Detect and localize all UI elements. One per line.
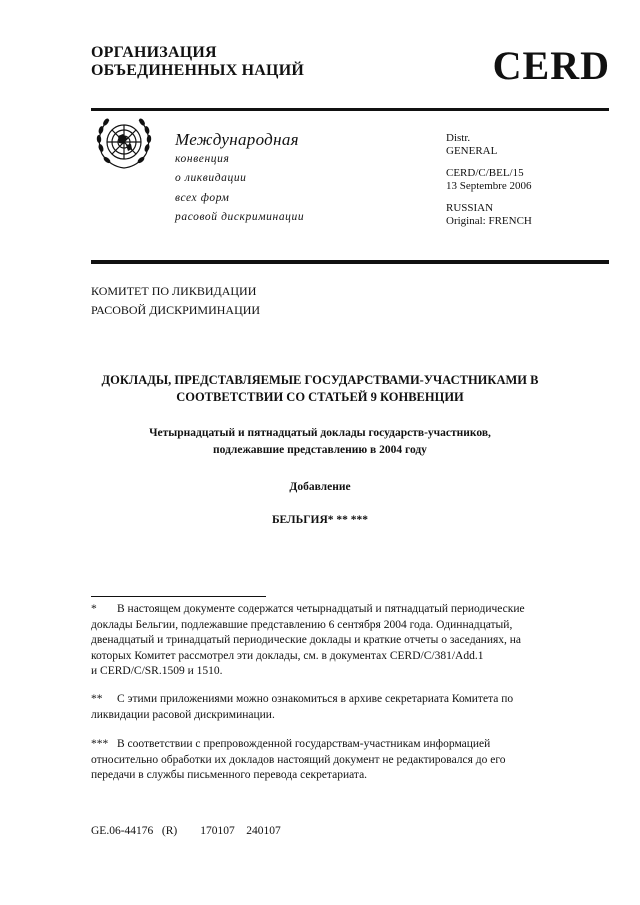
distribution-block: [446, 132, 532, 227]
subheading-line-2: подлежавшие представлению в 2004 году: [213, 444, 427, 456]
footnote-3: [91, 737, 591, 784]
document-language: RUSSIAN: [446, 202, 494, 214]
distr-general: GENERAL: [446, 144, 498, 157]
organization-name: [91, 44, 304, 80]
footnote-line: В настоящем документе содержатся четырнадцатый и пятнадцатый периодические: [117, 603, 525, 615]
footnote-line: В соответствии с препровожденной государствам-участникам информацией: [117, 738, 491, 750]
convention-title: [175, 130, 304, 228]
heading-line-2: СООТВЕТСТВИИ СО СТАТЬЕЙ 9 КОНВЕНЦИИ: [176, 390, 464, 404]
document-heading: [60, 372, 580, 406]
footnote-line: которых Комитет рассмотрел эти доклады, см. в документах CERD/C/381/Add.1: [91, 649, 484, 662]
committee-line-2: РАСОВОЙ ДИСКРИМИНАЦИИ: [91, 303, 261, 317]
footnote-line: двенадцатый и тринадцатый периодические доклады и краткие отчеты о заседаниях, на: [91, 634, 522, 646]
country-name: БЕЛЬГИЯ* ** ***: [271, 514, 369, 526]
footnote-line: ликвидации расовой дискриминации.: [91, 708, 275, 721]
footnote-line: относительно обработки их докладов настоящий документ не редактировался до его: [91, 753, 506, 766]
convention-line-2: конвенция: [175, 152, 230, 165]
committee-name: [91, 282, 260, 320]
footnote-line: доклады Бельгии, подлежавшие представлению 6 сентября 2004 года. Одиннадцатый,: [91, 618, 513, 631]
document-symbol-large: CERD: [492, 43, 610, 88]
committee-line-1: КОМИТЕТ ПО ЛИКВИДАЦИИ: [91, 284, 257, 298]
footnote-mark: ***: [91, 738, 109, 750]
document-date: 13 Septembre 2006: [446, 179, 532, 192]
subheading-line-1: Четырнадцатый и пятнадцатый доклады государств-участников,: [149, 427, 491, 439]
convention-line-3: о ликвидации: [175, 172, 247, 184]
convention-line-5: расовой дискриминации: [175, 211, 305, 223]
middle-rule: [91, 260, 609, 264]
document-symbol: CERD/C/BEL/15: [446, 167, 524, 179]
org-line-1: ОРГАНИЗАЦИЯ: [91, 44, 217, 61]
org-line-2: ОБЪЕДИНЕННЫХ НАЦИЙ: [91, 62, 304, 79]
footnote-mark: *: [91, 603, 97, 615]
convention-line-4: всех форм: [175, 191, 230, 204]
convention-line-1: Международная: [175, 130, 299, 149]
heading-line-1: ДОКЛАДЫ, ПРЕДСТАВЛЯЕМЫЕ ГОСУДАРСТВАМИ-УЧАСТНИКАМИ В: [101, 373, 539, 387]
distr-label: Distr.: [446, 132, 471, 144]
document-subheading: [60, 425, 580, 459]
addendum-label: Добавление: [289, 481, 351, 493]
footnote-2: [91, 692, 591, 723]
top-rule: [91, 108, 609, 111]
footnote-mark: **: [91, 693, 103, 705]
footnote-line: С этими приложениями можно ознакомиться в архиве секретариата Комитета по: [117, 693, 514, 705]
un-emblem-icon: [93, 114, 155, 174]
original-language: Original: FRENCH: [446, 214, 532, 227]
job-number: GE.06-44176 (R) 170107 240107: [91, 825, 281, 837]
footnote-1: [91, 602, 591, 680]
footnote-line: и CERD/C/SR.1509 и 1510.: [91, 665, 223, 677]
footnote-separator: [91, 596, 266, 597]
footnote-line: передачи в службы письменного перевода секретариата.: [91, 769, 368, 781]
